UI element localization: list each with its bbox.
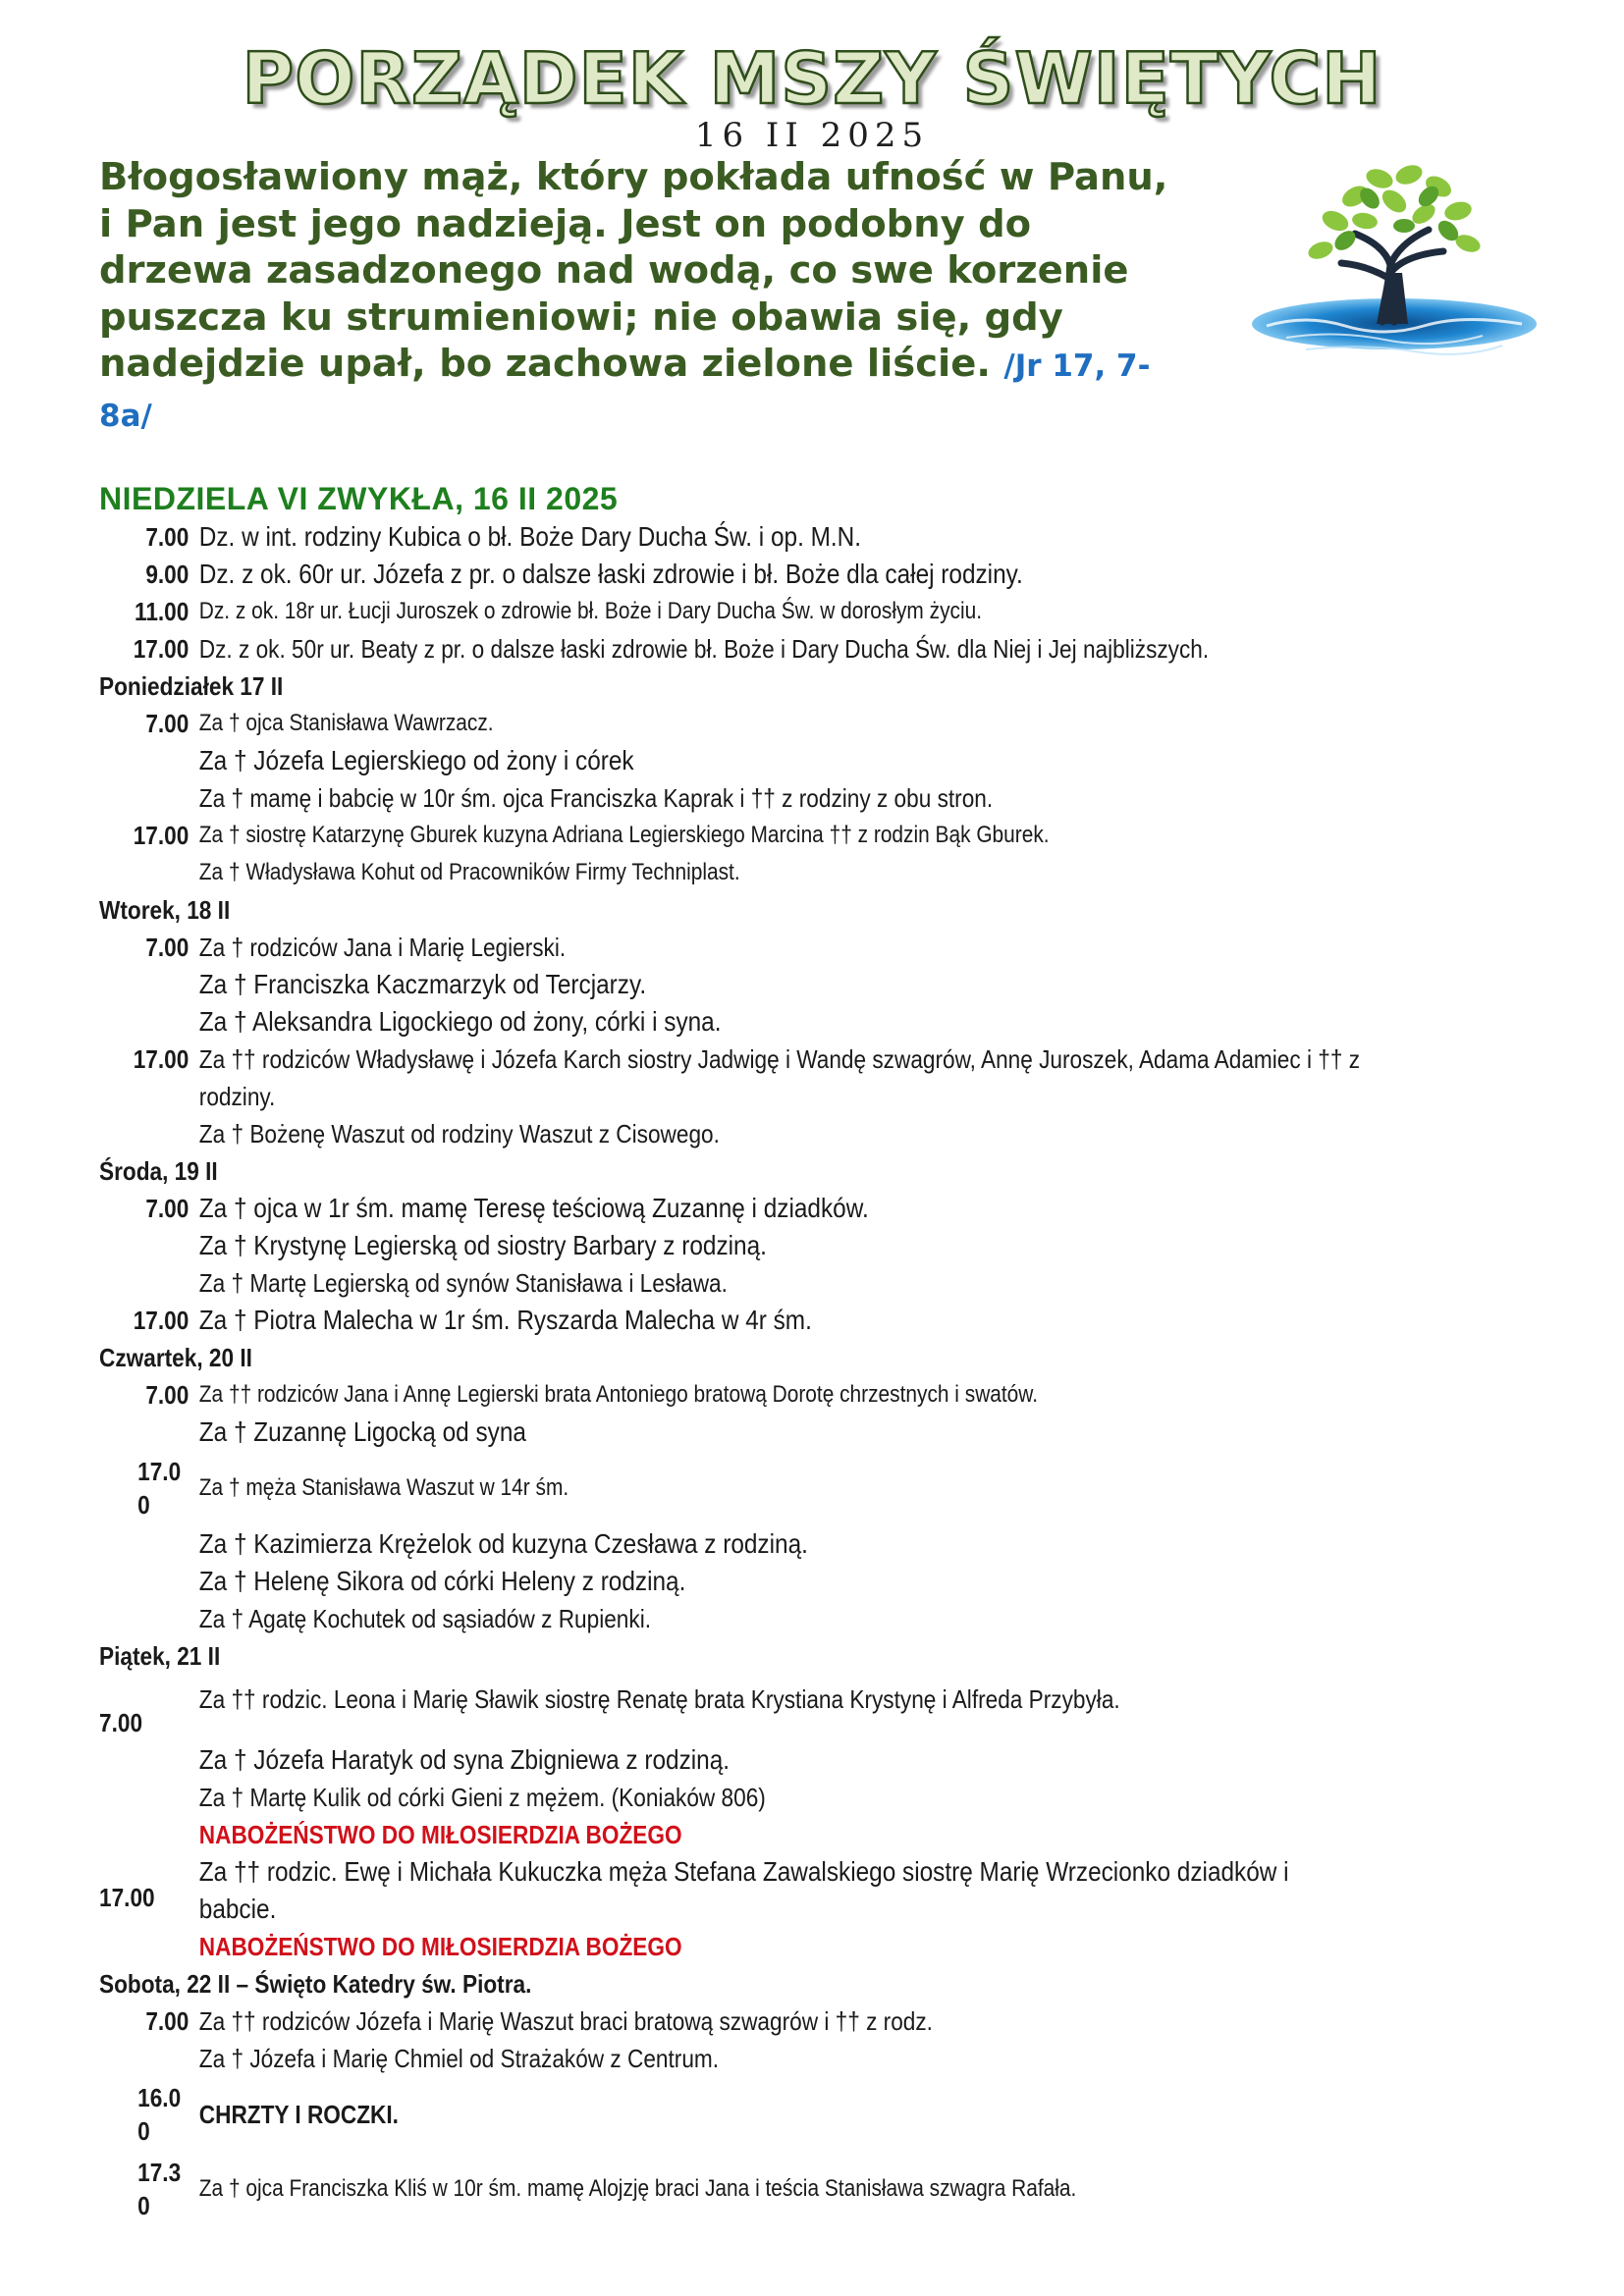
mass-time: 7.00 [145, 522, 189, 552]
sunday-heading: NIEDZIELA VI ZWYKŁA, 16 II 2025 [99, 481, 619, 516]
mass-row [99, 593, 1364, 630]
mass-row [99, 1563, 1364, 1600]
mass-row [99, 817, 1364, 854]
mass-row [99, 1041, 1364, 1115]
mass-intention: Za † Zuzannę Ligocką od syna [198, 1416, 526, 1447]
mass-row [99, 966, 1364, 1003]
mass-intention: Za † Aleksandra Ligockiego od żony, córki i syna. [198, 1006, 722, 1037]
scripture-quote [99, 154, 1189, 440]
mass-intention: Za † Władysława Kohut od Pracowników Firmy Techniplast. [198, 859, 740, 885]
mass-intention: Za †† rodzic. Ewę i Michała Kukuczka męża Stefana Zawalskiego siostrę Marię Wrzecionko dziadków i babcie. [198, 1856, 1289, 1924]
tree-by-water-icon [1247, 157, 1542, 383]
mass-row [99, 1227, 1364, 1264]
day-heading-tuesday: Wtorek, 18 II [99, 895, 231, 925]
mass-intention: Za †† rodziców Władysławę i Józefa Karch siostry Jadwigę i Wandę szwagrów, Annę Juroszek, Adama Adamiec i †† z rodziny. [198, 1044, 1361, 1111]
mass-intention: Za † siostrę Katarzynę Gburek kuzyna Adriana Legierskiego Marcina †† z rodzin Bąk Gburek. [198, 822, 1050, 848]
mass-time: 17.00 [133, 821, 189, 850]
mass-intention: Za † Martę Kulik od córki Gieni z mężem. (Koniaków 806) [198, 1783, 766, 1812]
mass-intention: Za † rodziców Jana i Marię Legierski. [198, 933, 567, 962]
mass-row [99, 1928, 1364, 1965]
mass-time: 7.00 [145, 1194, 189, 1223]
devotion-note: NABOŻEŃSTWO DO MIŁOSIERDZIA BOŻEGO [198, 1932, 682, 1961]
mass-row [99, 1376, 1364, 1414]
mass-row [99, 1302, 1364, 1339]
devotion-note: NABOŻEŃSTWO DO MIŁOSIERDZIA BOŻEGO [198, 1820, 682, 1849]
mass-row [99, 556, 1364, 593]
mass-time: 17.30 [137, 2158, 182, 2220]
mass-intention: Za † ojca w 1r śm. mamę Teresę teściową Zuzannę i dziadków. [198, 1193, 869, 1223]
mass-intention: Za † ojca Stanisława Wawrzacz. [198, 710, 494, 736]
mass-intention: Za † mamę i babcię w 10r śm. ojca Franciszka Kaprak i †† z rodziny z obu stron. [198, 783, 994, 813]
mass-time: 17.00 [133, 634, 189, 664]
quote-reference: /Jr 17, 7-8a/ [99, 348, 1151, 434]
mass-intention: Za †† rodziców Józefa i Marię Waszut braci bratową szwagrów i †† z rodz. [198, 2006, 933, 2036]
day-heading-monday: Poniedziałek 17 II [99, 671, 284, 701]
mass-row [99, 2040, 1364, 2077]
mass-row [99, 854, 1364, 891]
mass-time: 9.00 [145, 560, 189, 589]
mass-row [99, 705, 1364, 742]
mass-row [99, 1779, 1364, 1816]
mass-intention: Za † Piotra Malecha w 1r śm. Ryszarda Malecha w 4r śm. [198, 1305, 812, 1335]
mass-intention: Za † Helenę Sikora od córki Heleny z rodziną. [198, 1566, 686, 1596]
mass-intention: CHRZTY I ROCZKI. [198, 2100, 399, 2129]
mass-intention: Za †† rodzic. Leona i Marię Sławik siostrę Renatę brata Krystiana Krystynę i Alfreda Przybyła. [198, 1684, 1120, 1714]
mass-row [99, 1853, 1364, 1928]
mass-intention: Za †† rodziców Jana i Annę Legierski brata Antoniego bratową Dorotę chrzestnych i swatów. [198, 1381, 1039, 1408]
mass-row [99, 779, 1364, 817]
mass-row [99, 1741, 1364, 1779]
mass-intention: Dz. z ok. 60r ur. Józefa z pr. o dalsze łaski zdrowie i bł. Boże dla całej rodziny. [198, 559, 1023, 589]
mass-row [99, 1600, 1364, 1637]
mass-intention: Za † Kazimierza Krężelok od kuzyna Czesława z rodziną. [198, 1528, 808, 1559]
mass-time: 16.00 [137, 2083, 182, 2146]
mass-time: 17.00 [133, 1044, 189, 1074]
mass-row [99, 1414, 1364, 1451]
mass-intention: Za † Krystynę Legierską od siostry Barbary z rodziną. [198, 1230, 767, 1260]
day-heading-thursday: Czwartek, 20 II [99, 1343, 252, 1372]
day-heading-friday: Piątek, 21 II [99, 1641, 221, 1671]
mass-time: 7.00 [145, 709, 189, 738]
mass-time: 7.00 [145, 1380, 189, 1410]
mass-intention: Za † Józefa Haratyk od syna Zbigniewa z rodziną. [198, 1744, 731, 1775]
mass-intention: Za † Józefa Legierskiego od żony i córek [198, 745, 634, 775]
mass-row [99, 1190, 1364, 1227]
quote-text: Błogosławiony mąż, który pokłada ufność w Panu, i Pan jest jego nadzieją. Jest on podobny do drzewa zasadzonego nad wodą, co swe korzenie puszcza ku strumieniowi; nie obawia się, gdy nadejdzie upał, bo zachowa zielone liście. [99, 155, 1168, 386]
mass-row [99, 1264, 1364, 1302]
mass-row [99, 2002, 1364, 2040]
mass-time: 7.00 [99, 1708, 143, 1737]
mass-row [99, 742, 1364, 779]
mass-row [99, 1525, 1364, 1563]
mass-intention: Za † Martę Legierską od synów Stanisława i Lesława. [198, 1268, 728, 1298]
mass-intention: Za † Franciszka Kaczmarzyk od Tercjarzy. [198, 969, 647, 999]
mass-time: 7.00 [145, 933, 189, 962]
mass-row [99, 518, 1364, 556]
mass-time: 17.00 [133, 1306, 189, 1335]
mass-row [99, 1003, 1364, 1041]
mass-row [99, 1115, 1364, 1152]
mass-row [99, 1816, 1364, 1853]
mass-row [99, 1681, 1364, 1741]
mass-row [99, 2152, 1364, 2226]
mass-intention: Za † Agatę Kochutek od sąsiadów z Rupienki. [198, 1604, 652, 1633]
page-title: PORZĄDEK MSZY ŚWIĘTYCH [242, 37, 1382, 120]
mass-intention: Dz. z ok. 18r ur. Łucji Juroszek o zdrowie bł. Boże i Dary Ducha Św. w dorosłym życiu. [198, 598, 983, 624]
mass-time: 17.00 [99, 1883, 155, 1912]
mass-time: 17.00 [137, 1457, 182, 1520]
mass-row [99, 2077, 1364, 2152]
mass-intention: Dz. w int. rodziny Kubica o bł. Boże Dary Ducha Św. i op. M.N. [198, 521, 862, 552]
day-heading-saturday: Sobota, 22 II – Święto Katedry św. Piotra. [99, 1969, 532, 1999]
mass-intention: Za † Józefa i Marię Chmiel od Strażaków z Centrum. [198, 2044, 720, 2073]
mass-row [99, 1451, 1364, 1525]
mass-intention: Za † ojca Franciszka Kliś w 10r śm. mamę Alojzję braci Jana i teścia Stanisława szwagra Rafała. [198, 2175, 1077, 2202]
mass-intention: Za † męża Stanisława Waszut w 14r śm. [198, 1474, 569, 1501]
mass-time: 11.00 [134, 597, 189, 626]
mass-time: 7.00 [145, 2006, 189, 2036]
mass-row [99, 630, 1364, 667]
mass-intention: Dz. z ok. 50r ur. Beaty z pr. o dalsze łaski zdrowie bł. Boże i Dary Ducha Św. dla Niej i Jej najbliższych. [198, 634, 1210, 664]
mass-intention: Za † Bożenę Waszut od rodziny Waszut z Cisowego. [198, 1119, 720, 1148]
mass-schedule [99, 518, 1364, 2226]
mass-row [99, 929, 1364, 966]
bulletin-date: 16 II 2025 [694, 116, 930, 155]
day-heading-wednesday: Środa, 19 II [99, 1156, 218, 1186]
